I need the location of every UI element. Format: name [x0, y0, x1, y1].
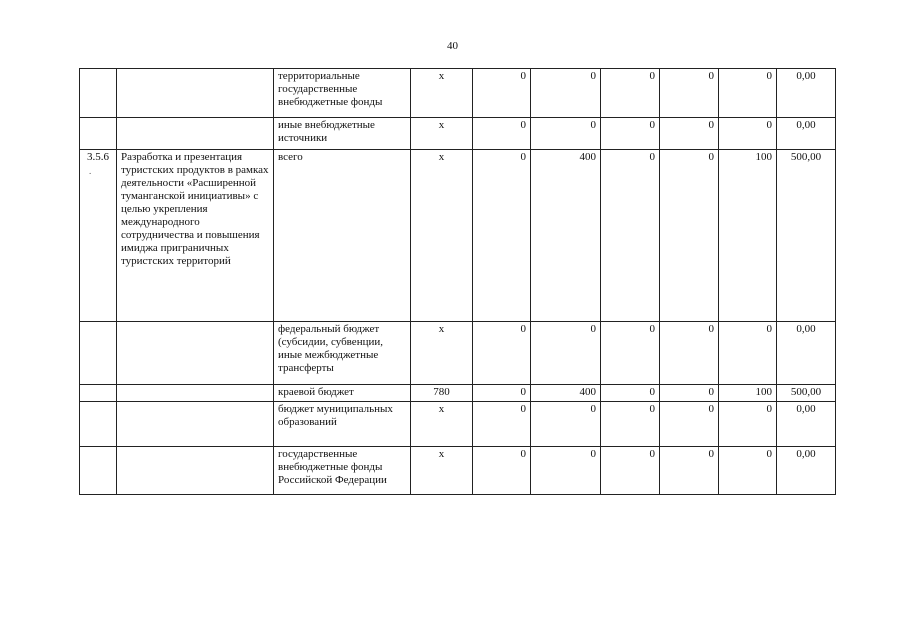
table-row [80, 322, 836, 385]
cell-value: 0 [601, 402, 660, 447]
funding-source: бюджет муниципальных образований [274, 402, 411, 447]
cell-value: 0 [719, 69, 777, 118]
funding-source: федеральный бюджет (субсидии, субвенции, иные межбюджетные трансферты [274, 322, 411, 385]
table-row [80, 150, 836, 322]
cell-value: 0 [601, 447, 660, 495]
cell-value: 0 [531, 118, 601, 150]
table-row [80, 69, 836, 118]
cell-value: 0 [660, 322, 719, 385]
cell-value: 100 [719, 150, 777, 322]
cell-value: 0 [719, 118, 777, 150]
row-code [80, 385, 117, 402]
row-name [117, 69, 274, 118]
cell-value: 0 [601, 385, 660, 402]
cell-value: 0 [531, 69, 601, 118]
table-row [80, 118, 836, 150]
cell-value: 0 [601, 322, 660, 385]
row-code [80, 322, 117, 385]
cell-value: 0 [531, 402, 601, 447]
funding-source: всего [274, 150, 411, 322]
funding-source: краевой бюджет [274, 385, 411, 402]
row-name [117, 402, 274, 447]
row-total: 500,00 [777, 385, 836, 402]
cell-value: 0 [719, 447, 777, 495]
table-row [80, 447, 836, 495]
row-code [80, 447, 117, 495]
cell-value: 0 [719, 402, 777, 447]
row-total: 0,00 [777, 402, 836, 447]
row-total: 0,00 [777, 447, 836, 495]
cell-value: х [411, 447, 473, 495]
cell-value: 0 [473, 447, 531, 495]
cell-value: 0 [660, 69, 719, 118]
cell-value: 0 [601, 118, 660, 150]
funding-source: территориальные государственные внебюджетные фонды [274, 69, 411, 118]
cell-value: 0 [660, 150, 719, 322]
cell-value: х [411, 150, 473, 322]
cell-value: 0 [473, 385, 531, 402]
row-total: 0,00 [777, 118, 836, 150]
cell-value: 400 [531, 385, 601, 402]
row-total: 500,00 [777, 150, 836, 322]
cell-value: 0 [601, 150, 660, 322]
row-total: 0,00 [777, 322, 836, 385]
row-name [117, 322, 274, 385]
cell-value: 0 [660, 118, 719, 150]
row-code [80, 402, 117, 447]
cell-value: 400 [531, 150, 601, 322]
cell-value: х [411, 402, 473, 447]
funding-source: государственные внебюджетные фонды Российской Федерации [274, 447, 411, 495]
cell-value: 0 [531, 447, 601, 495]
row-total: 0,00 [777, 69, 836, 118]
row-code [80, 118, 117, 150]
cell-value: 0 [473, 402, 531, 447]
scan-mark: . [89, 166, 92, 176]
row-code [80, 69, 117, 118]
cell-value: х [411, 69, 473, 118]
cell-value: 0 [473, 69, 531, 118]
cell-value: 0 [473, 322, 531, 385]
page-number: 40 [447, 40, 458, 52]
cell-value: х [411, 322, 473, 385]
cell-value: 0 [473, 118, 531, 150]
cell-value: 0 [531, 322, 601, 385]
budget-table [79, 68, 836, 495]
cell-value: 100 [719, 385, 777, 402]
row-name [117, 447, 274, 495]
row-name [117, 118, 274, 150]
cell-value: х [411, 118, 473, 150]
row-name [117, 385, 274, 402]
cell-value: 0 [660, 447, 719, 495]
row-name: Разработка и презентация туристских продуктов в рамках деятельности «Расширенной туманганской инициативы» с целью укрепления международного сотрудничества и повышения имиджа приграничных туристских территорий [117, 150, 274, 322]
cell-value: 0 [601, 69, 660, 118]
funding-source: иные внебюджетные источники [274, 118, 411, 150]
cell-value: 0 [719, 322, 777, 385]
cell-value: 780 [411, 385, 473, 402]
table-row [80, 402, 836, 447]
cell-value: 0 [660, 385, 719, 402]
cell-value: 0 [660, 402, 719, 447]
cell-value: 0 [473, 150, 531, 322]
row-code: 3.5.6 [80, 150, 117, 322]
table-row [80, 385, 836, 402]
